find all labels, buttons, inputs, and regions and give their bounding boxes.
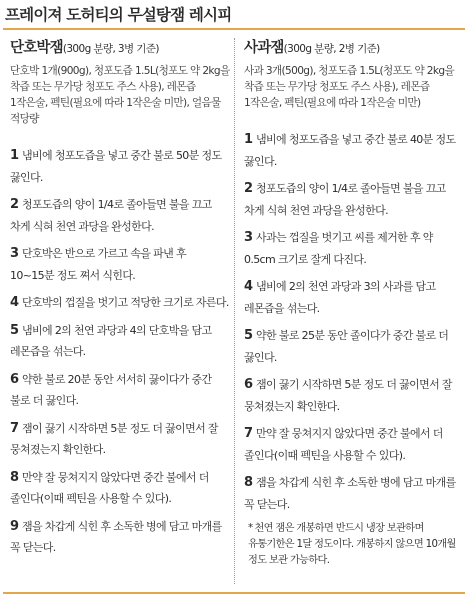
- step-text: 사과는 껍질을 벗기고 씨를 제거한 후 약 0.5cm 크기로 잘게 다진다.: [244, 231, 433, 266]
- steps-list: [10, 145, 231, 559]
- step-item: [10, 516, 231, 559]
- steps-list: [244, 129, 462, 515]
- step-item: [244, 472, 462, 515]
- step-number: 3: [244, 230, 254, 245]
- step-number: 8: [244, 475, 254, 490]
- recipe-yield: (300g 분량, 3병 기준): [62, 43, 159, 55]
- step-number: 8: [10, 469, 20, 485]
- step-text: 잼이 끓기 시작하면 5분 정도 더 끓이면서 잘 뭉쳐졌는지 확인한다.: [10, 421, 218, 456]
- step-item: [244, 325, 462, 368]
- note-asterisk: *: [248, 523, 253, 534]
- recipe-yield: (300g 분량, 2병 기준): [283, 43, 380, 55]
- step-text: 청포도즙의 양이 1/4로 졸아들면 불을 끄고 차게 식혀 천연 과당을 완성한다.: [244, 182, 446, 217]
- recipe-pumpkin-jam: [10, 36, 231, 565]
- step-number: 3: [10, 246, 20, 261]
- step-number: 4: [10, 295, 20, 310]
- ingredients-text: 단호박 1개(900g), 청포도즙 1.5L(청포도 약 2kg을 착즙 또는 무가당 청포도 주스 사용), 레몬즙 1작은술, 펙틴(필요에 따라 1작은술 미만), 얼음물 적당량: [10, 65, 230, 125]
- step-number: 4: [244, 279, 254, 294]
- step-text: 만약 잘 뭉쳐지지 않았다면 중간 불에서 더 졸인다(이때 펙틴을 사용할 수 있다).: [10, 470, 209, 505]
- step-item: [10, 194, 231, 237]
- step-text: 잼이 끓기 시작하면 5분 정도 더 끓이면서 잘 뭉쳐졌는지 확인한다.: [244, 378, 452, 413]
- note-text: 천연 잼은 개봉하면 반드시 냉장 보관하며 유통기한은 1달 정도이다. 개봉하지 않으면 10개월 정도 보관 가능하다.: [248, 523, 456, 566]
- step-item: [10, 320, 231, 363]
- step-item: [244, 178, 462, 221]
- step-number: 1: [10, 148, 20, 163]
- storage-note: [244, 521, 462, 569]
- step-text: 냄비에 청포도즙을 넣고 중간 불로 40분 정도 끓인다.: [244, 133, 456, 168]
- step-number: 6: [244, 377, 254, 392]
- step-item: [10, 467, 231, 510]
- step-text: 잼을 차갑게 식힌 후 소독한 병에 담고 마개를 꼭 닫는다.: [10, 519, 222, 554]
- step-item: [10, 145, 231, 188]
- column-divider: [234, 38, 235, 584]
- step-item: [244, 423, 462, 466]
- step-item: [244, 129, 462, 172]
- step-number: 6: [10, 371, 20, 387]
- step-text: 약한 불로 20분 동안 서서히 끓이다가 중간 불로 더 끓인다.: [10, 372, 212, 407]
- recipe-name: 단호박잼: [10, 40, 63, 56]
- step-item: [244, 227, 462, 270]
- step-text: 청포도즙의 양이 1/4로 졸아들면 불을 끄고 차게 식혀 천연 과당을 완성한다.: [10, 198, 212, 233]
- step-text: 약한 불로 25분 동안 졸이다가 중간 불로 더 끓인다.: [244, 329, 449, 364]
- step-text: 단호박의 껍질을 벗기고 적당한 크기로 자른다.: [22, 296, 229, 309]
- step-number: 7: [10, 420, 20, 436]
- step-item: [10, 292, 231, 314]
- step-number: 5: [10, 322, 20, 338]
- step-text: 냄비에 청포도즙을 넣고 중간 불로 50분 정도 끓인다.: [10, 149, 222, 184]
- recipe-apple-jam: [244, 36, 462, 569]
- recipe-header: [244, 36, 462, 60]
- step-text: 만약 잘 뭉쳐지지 않았다면 중간 불에서 더 졸인다(이때 펙틴을 사용할 수 있다).: [244, 427, 443, 462]
- step-number: 7: [244, 426, 254, 441]
- step-item: [244, 276, 462, 319]
- step-number: 1: [244, 132, 254, 147]
- ingredients-text: 사과 3개(500g), 청포도즙 1.5L(청포도 약 2kg을 착즙 또는 무가당 청포도 주스 사용), 레몬즙 1작은술, 펙틴(필요에 따라 1작은술 미만): [244, 65, 454, 109]
- recipe-frame: [3, 28, 465, 594]
- step-item: [10, 369, 231, 412]
- step-number: 2: [10, 197, 20, 212]
- step-item: [244, 374, 462, 417]
- step-item: [10, 418, 231, 461]
- step-text: 냄비에 2의 천연 과당과 4의 단호박을 담고 레몬즙을 섞는다.: [10, 323, 212, 358]
- recipe-header: [10, 36, 231, 60]
- step-item: [10, 243, 231, 286]
- step-number: 9: [10, 518, 20, 534]
- step-text: 냄비에 2의 천연 과당과 3의 사과를 담고 레몬즙을 섞는다.: [244, 280, 436, 315]
- step-number: 5: [244, 328, 254, 343]
- step-number: 2: [244, 181, 254, 196]
- step-text: 단호박은 반으로 가르고 속을 파낸 후 10~15분 정도 쪄서 식힌다.: [10, 247, 186, 282]
- recipe-name: 사과잼: [244, 40, 284, 56]
- page-title: 프레이져 도허티의 무설탕잼 레시피: [5, 6, 232, 24]
- step-text: 잼을 차갑게 식힌 후 소독한 병에 담고 마개를 꼭 닫는다.: [244, 476, 456, 511]
